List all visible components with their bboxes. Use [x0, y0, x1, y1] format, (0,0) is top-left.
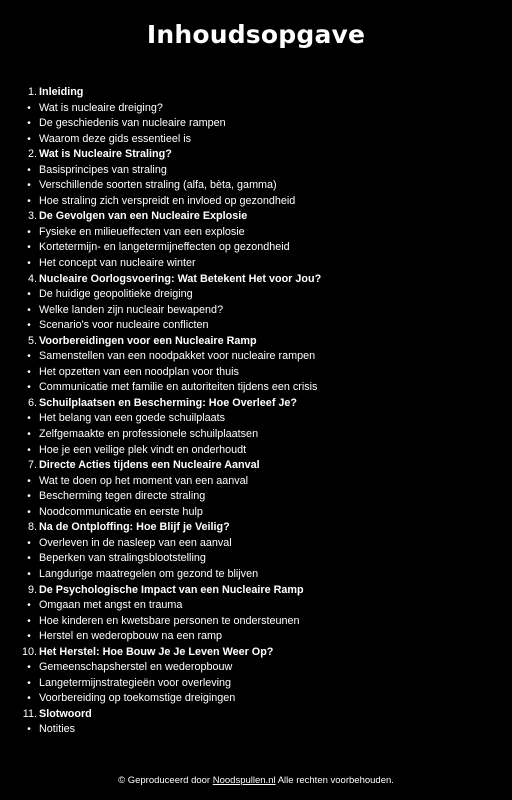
footer: [0, 775, 512, 786]
list-item-text: Fysieke en milieueffecten van een explosie: [39, 225, 245, 238]
bullet-icon: •: [27, 304, 31, 316]
list-item-text: Zelfgemaakte en professionele schuilplaatsen: [39, 428, 259, 441]
bullet-icon: •: [27, 242, 31, 254]
footer-suffix: Alle rechten voorbehouden.: [277, 775, 394, 786]
bullet-icon: •: [27, 537, 31, 549]
chapter-number: 5.: [27, 334, 37, 347]
list-item: [0, 132, 490, 148]
chapter-title: Directe Acties tijdens een Nucleaire Aanval: [39, 459, 260, 472]
list-item: [0, 629, 490, 645]
list-item-text: Waarom deze gids essentieel is: [39, 132, 192, 145]
bullet-icon: •: [27, 320, 31, 332]
bullet-icon: •: [27, 506, 31, 518]
list-item-text: Welke landen zijn nucleair bewapend?: [39, 303, 224, 316]
chapter-number: 8.: [27, 521, 37, 534]
list-item: [0, 178, 490, 194]
bullet-icon: •: [27, 631, 31, 643]
bullet-icon: •: [27, 600, 31, 612]
bullet-icon: •: [27, 413, 31, 425]
bullet-icon: •: [27, 429, 31, 441]
list-item-text: Het opzetten van een noodplan voor thuis: [39, 365, 239, 378]
bullet-icon: •: [27, 164, 31, 176]
list-item: [0, 365, 490, 381]
list-item-text: Langetermijnstrategieën voor overleving: [39, 676, 232, 689]
chapter-heading: [0, 520, 490, 536]
chapter-heading: [0, 209, 490, 225]
list-item-text: Hoe je een veilige plek vindt en onderhoudt: [39, 443, 247, 456]
footer-link[interactable]: Noodspullen.nl: [212, 775, 276, 786]
list-item-text: Hoe straling zich verspreidt en invloed op gezondheid: [39, 194, 296, 207]
chapter-number: 7.: [27, 459, 37, 472]
list-item: [0, 443, 490, 459]
list-item-text: Noodcommunicatie en eerste hulp: [39, 505, 203, 518]
page-title: Inhoudsopgave: [146, 20, 366, 49]
chapter-title: Schuilplaatsen en Bescherming: Hoe Overleef Je?: [39, 396, 298, 409]
chapter-title: Slotwoord: [39, 707, 92, 720]
list-item: [0, 676, 490, 692]
list-item: [0, 318, 490, 334]
list-item: [0, 163, 490, 179]
list-item: [0, 303, 490, 319]
table-of-contents: [0, 85, 490, 738]
list-item: [0, 256, 490, 272]
bullet-icon: •: [27, 180, 31, 192]
list-item-text: Hoe kinderen en kwetsbare personen te ondersteunen: [39, 614, 300, 627]
chapter-number: 10.: [21, 645, 37, 658]
list-item: [0, 194, 490, 210]
chapter-number: 3.: [27, 210, 37, 223]
bullet-icon: •: [27, 491, 31, 503]
bullet-icon: •: [27, 662, 31, 674]
list-item: [0, 349, 490, 365]
bullet-icon: •: [27, 382, 31, 394]
list-item: [0, 505, 490, 521]
list-item: [0, 240, 490, 256]
bullet-icon: •: [27, 615, 31, 627]
bullet-icon: •: [27, 568, 31, 580]
bullet-icon: •: [27, 366, 31, 378]
chapter-title: Voorbereidingen voor een Nucleaire Ramp: [39, 334, 257, 347]
list-item-text: Langdurige maatregelen om gezond te blijven: [39, 567, 259, 580]
list-item-text: Communicatie met familie en autoriteiten tijdens een crisis: [39, 381, 318, 394]
chapter-heading: [0, 272, 490, 288]
list-item: [0, 474, 490, 490]
list-item-text: Het belang van een goede schuilplaats: [39, 412, 226, 425]
chapter-number: 6.: [27, 396, 37, 409]
chapter-title: Na de Ontploffing: Hoe Blijf je Veilig?: [39, 521, 230, 534]
chapter-heading: [0, 334, 490, 350]
chapter-number: 11.: [22, 707, 37, 720]
list-item-text: Gemeenschapsherstel en wederopbouw: [39, 661, 233, 674]
footer-prefix: © Geproduceerd door: [118, 775, 211, 786]
list-item-text: Voorbereiding op toekomstige dreigingen: [39, 692, 236, 705]
bullet-icon: •: [27, 226, 31, 238]
list-item: [0, 411, 490, 427]
bullet-icon: •: [27, 133, 31, 145]
chapter-title: Nucleaire Oorlogsvoering: Wat Betekent Het voor Jou?: [39, 272, 322, 285]
list-item-text: Verschillende soorten straling (alfa, bèta, gamma): [39, 179, 277, 192]
chapter-title: Wat is Nucleaire Straling?: [39, 148, 172, 161]
list-item: [0, 691, 490, 707]
chapter-number: 9.: [27, 583, 37, 596]
list-item: [0, 660, 490, 676]
bullet-icon: •: [27, 693, 31, 705]
list-item-text: Het concept van nucleaire winter: [39, 257, 196, 270]
list-item-text: Samenstellen van een noodpakket voor nucleaire rampen: [39, 350, 316, 363]
list-item-text: Notities: [39, 723, 76, 736]
list-item-text: Wat is nucleaire dreiging?: [39, 101, 163, 114]
bullet-icon: •: [27, 118, 31, 130]
chapter-heading: [0, 85, 490, 101]
chapter-number: 1.: [27, 86, 37, 98]
bullet-icon: •: [27, 724, 31, 736]
list-item: [0, 614, 490, 630]
list-item: [0, 116, 490, 132]
bullet-icon: •: [27, 102, 31, 114]
chapter-title: Inleiding: [39, 86, 84, 98]
chapter-heading: [0, 147, 490, 163]
list-item: [0, 101, 490, 117]
bullet-icon: •: [27, 553, 31, 565]
chapter-title: Het Herstel: Hoe Bouw Je Je Leven Weer Op?: [39, 645, 274, 658]
list-item: [0, 287, 490, 303]
chapter-heading: [0, 583, 490, 599]
list-item: [0, 380, 490, 396]
chapter-heading: [0, 645, 490, 661]
list-item-text: Bescherming tegen directe straling: [39, 490, 206, 503]
list-item-text: Herstel en wederopbouw na een ramp: [39, 630, 223, 643]
bullet-icon: •: [27, 444, 31, 456]
bullet-icon: •: [27, 475, 31, 487]
list-item-text: Basisprincipes van straling: [39, 163, 167, 176]
list-item: [0, 225, 490, 241]
list-item-text: De huidige geopolitieke dreiging: [39, 288, 193, 301]
bullet-icon: •: [27, 289, 31, 301]
chapter-heading: [0, 458, 490, 474]
list-item: [0, 489, 490, 505]
list-item-text: Omgaan met angst en trauma: [39, 599, 183, 612]
chapter-heading: [0, 707, 490, 723]
bullet-icon: •: [27, 677, 31, 689]
list-item-text: Kortetermijn- en langetermijneffecten op gezondheid: [39, 241, 290, 254]
bullet-icon: •: [27, 195, 31, 207]
chapter-number: 4.: [27, 272, 37, 285]
list-item: [0, 551, 490, 567]
list-item: [0, 427, 490, 443]
list-item: [0, 567, 490, 583]
list-item: [0, 598, 490, 614]
list-item: [0, 536, 490, 552]
bullet-icon: •: [27, 351, 31, 363]
list-item-text: Beperken van stralingsblootstelling: [39, 552, 206, 565]
list-item-text: Wat te doen op het moment van een aanval: [39, 474, 249, 487]
chapter-heading: [0, 396, 490, 412]
chapter-number: 2.: [27, 148, 37, 161]
list-item: [0, 722, 490, 738]
chapter-title: De Gevolgen van een Nucleaire Explosie: [39, 210, 248, 223]
list-item-text: Scenario's voor nucleaire conflicten: [39, 319, 209, 332]
list-item-text: De geschiedenis van nucleaire rampen: [39, 117, 226, 130]
list-item-text: Overleven in de nasleep van een aanval: [39, 536, 232, 549]
chapter-title: De Psychologische Impact van een Nucleaire Ramp: [39, 583, 304, 596]
bullet-icon: •: [27, 258, 31, 270]
